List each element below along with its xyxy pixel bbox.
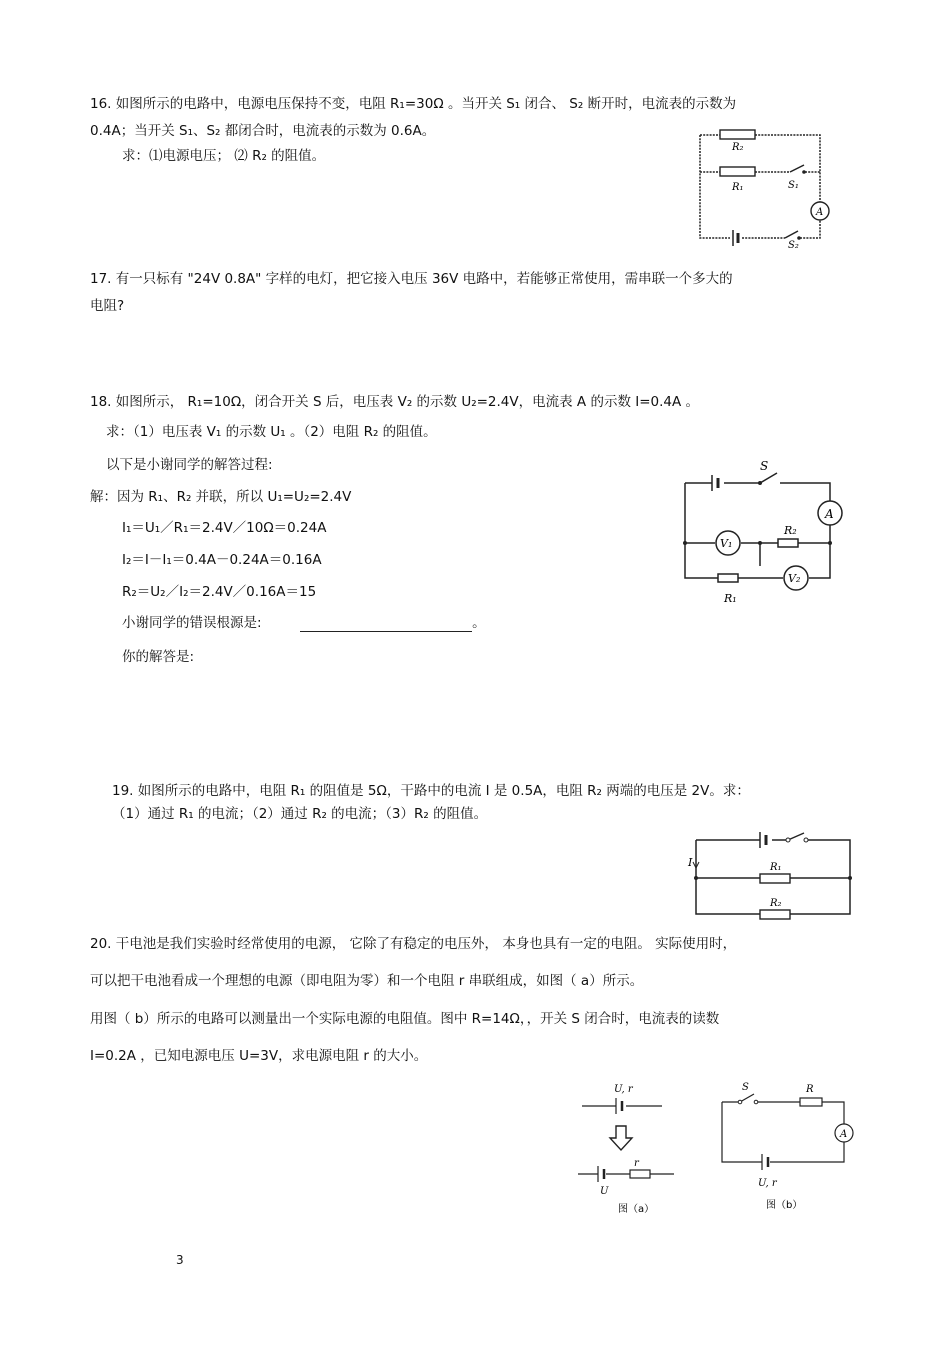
q20-figure-b xyxy=(712,1080,862,1220)
q18-text-line-9: 你的解答是: xyxy=(122,649,195,665)
q20-text-line-3: 用图（ b）所示的电路可以测量出一个实际电源的电阻值。图中 R=14Ω，，开关 S 闭合时，电流表的读数 xyxy=(90,1011,720,1027)
q18-text-line-7: R₂＝U₂／I₂＝2.4V／0.16A＝15 xyxy=(122,584,317,600)
q20-fig-a-u-label: U xyxy=(600,1186,609,1197)
q16-circuit-diagram xyxy=(690,120,840,250)
q18-text-line-2: 求：（1）电压表 V₁ 的示数 U₁ 。（2）电阻 R₂ 的阻值。 xyxy=(106,424,437,440)
q18-fig-r1-label: R₁ xyxy=(724,592,737,605)
q19-text-line-2: （1）通过 R₁ 的电流；（2）通过 R₂ 的电流；（3）R₂ 的阻值。 xyxy=(112,806,488,822)
q18-text-line-8 xyxy=(122,614,486,632)
q20-fig-b-ur-label: U, r xyxy=(758,1178,777,1189)
q16-fig-meter-label: A xyxy=(816,207,824,218)
q16-text-line-1: 16. 如图所示的电路中，电源电压保持不变，电阻 R₁=30Ω 。当开关 S₁ 闭合、 S₂ 断开时，电流表的示数为 xyxy=(90,96,737,112)
q18-text-line-3: 以下是小谢同学的解答过程: xyxy=(106,457,273,473)
q18-answer-blank[interactable] xyxy=(300,617,472,632)
q16-fig-r2-label: R₂ xyxy=(732,142,744,153)
q18-fig-v2-label: V₂ xyxy=(788,572,801,585)
q19-circuit-diagram xyxy=(690,828,855,920)
q20-fig-b-meter-label: A xyxy=(840,1129,848,1140)
q19-text-line-1: 19. 如图所示的电路中，电阻 R₁ 的阻值是 5Ω，干路中的电流 I 是 0.5A，电阻 R₂ 两端的电压是 2V。求： xyxy=(112,783,750,799)
q20-text-line-4: I=0.2A ，已知电源电压 U=3V，求电源电阻 r 的大小。 xyxy=(90,1048,428,1064)
q16-fig-s2-label: S₂ xyxy=(788,240,799,251)
q18-error-prompt: 小谢同学的错误根源是: xyxy=(122,615,262,631)
q17-text-line-2: 电阻? xyxy=(90,298,125,314)
q20-fig-a-r-label: r xyxy=(634,1158,639,1169)
q18-blank-end: 。 xyxy=(472,615,486,631)
q20-fig-a-caption: 图（a） xyxy=(618,1204,655,1215)
q18-text-line-4: 解：因为 R₁、R₂ 并联，所以 U₁=U₂=2.4V xyxy=(90,489,352,505)
q19-fig-r2-label: R₂ xyxy=(770,898,782,909)
q18-text-line-6: I₂＝I－I₁＝0.4A－0.24A＝0.16A xyxy=(122,552,322,568)
q20-fig-b-s-label: S xyxy=(742,1082,749,1093)
q18-text-line-1: 18. 如图所示， R₁=10Ω，闭合开关 S 后，电压表 V₂ 的示数 U₂=2.4V，电流表 A 的示数 I=0.4A 。 xyxy=(90,394,700,410)
q16-fig-r1-label: R₁ xyxy=(732,182,744,193)
q17-text-line-1: 17. 有一只标有 "24V 0.8A" 字样的电灯，把它接入电压 36V 电路中，若能够正常使用，需串联一个多大的 xyxy=(90,271,733,287)
q20-fig-a-ur-label: U, r xyxy=(614,1084,633,1095)
q18-fig-s-label: S xyxy=(760,459,769,473)
q16-text-line-3: 求：⑴电源电压； ⑵ R₂ 的阻值。 xyxy=(122,148,326,164)
q20-text-line-1: 20. 干电池是我们实验时经常使用的电源， 它除了有稳定的电压外， 本身也具有一定的电阻。 实际使用时， xyxy=(90,936,737,952)
q18-fig-r2-label: R₂ xyxy=(784,524,797,537)
q20-figure-a xyxy=(570,1078,680,1218)
q20-fig-b-caption: 图（b） xyxy=(766,1200,803,1211)
q20-text-line-2: 可以把干电池看成一个理想的电源（即电阻为零）和一个电阻 r 串联组成，如图（ a）所示。 xyxy=(90,973,644,989)
q16-text-line-2: 0.4A；当开关 S₁、S₂ 都闭合时，电流表的示数为 0.6A。 xyxy=(90,123,436,139)
q20-fig-b-r-label: R xyxy=(806,1084,814,1095)
q18-fig-v1-label: V₁ xyxy=(720,537,733,550)
q18-text-line-5: I₁＝U₁／R₁＝2.4V／10Ω＝0.24A xyxy=(122,520,327,536)
q19-fig-r1-label: R₁ xyxy=(770,862,782,873)
q19-fig-i-label: I xyxy=(688,856,693,869)
page-number: 3 xyxy=(176,1253,184,1267)
q16-fig-s1-label: S₁ xyxy=(788,180,799,191)
q18-circuit-diagram xyxy=(680,458,850,608)
q18-fig-meter-label: A xyxy=(825,507,834,521)
